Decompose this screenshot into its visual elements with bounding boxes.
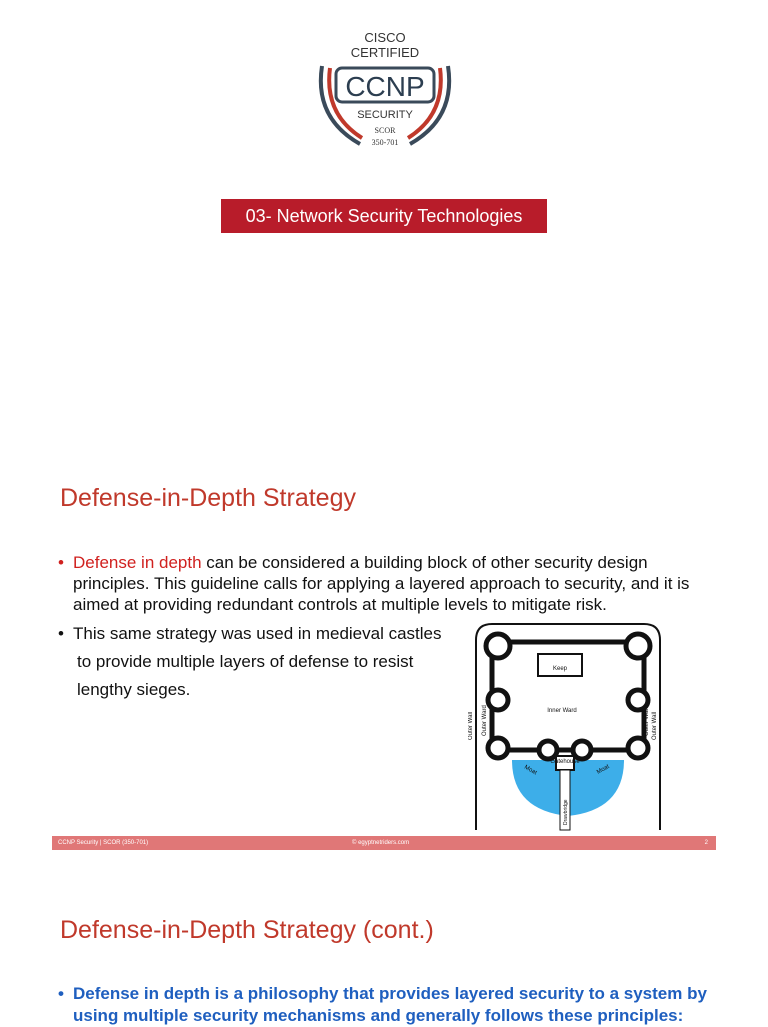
slide-heading: Defense-in-Depth Strategy [60, 484, 356, 512]
badge-line2: CERTIFIED [350, 45, 420, 60]
bullet-line: to provide multiple layers of defense to resist [77, 652, 414, 671]
label-outer-wall-right: Outer Wall [652, 711, 658, 740]
bullet-marker: • [58, 984, 64, 1003]
bullet-marker: • [58, 624, 64, 643]
badge-exam: SCOR [374, 126, 396, 135]
castle-tower [628, 738, 648, 758]
label-keep: Keep [552, 666, 568, 672]
course-title-box: 03- Network Security Technologies [221, 199, 547, 233]
label-moat-right: Moat [596, 763, 611, 776]
footer-page-number: 2 [704, 840, 708, 846]
label-moat-left: Moat [523, 764, 538, 777]
slide-footer [52, 836, 716, 850]
bullet-text [73, 620, 458, 704]
badge-main: CCNP [345, 71, 425, 102]
bullet-medieval-castles [58, 623, 458, 704]
bullet-highlight: Defense in depth [73, 553, 202, 572]
bullet-text: Defense in depth is a philosophy that provides layered security to a system by using multiple security mechanisms and generally follows these principles: [73, 984, 707, 1025]
label-outer-ward-left: Outer Ward [482, 705, 488, 736]
label-gatehouse: Gatehouse [550, 759, 580, 765]
bullet-philosophy [58, 983, 738, 1027]
bullet-rest: can be considered a building block of other security design principles. This guideline calls for applying a layered approach to security, and it is aimed at providing redundant controls at multiple levels to mitigate risk. [73, 553, 690, 614]
castle-diagram [468, 620, 668, 832]
ccnp-security-badge [310, 26, 460, 152]
label-drawbridge: Drawbridge [563, 799, 569, 825]
bullet-defense-in-depth [58, 552, 708, 615]
castle-tower [486, 634, 510, 658]
label-inner-ward: Inner Ward [547, 708, 577, 714]
footer-site: © egyptnetriders.com [352, 840, 410, 846]
badge-code: 350-701 [371, 138, 399, 147]
slide-heading-cont: Defense-in-Depth Strategy (cont.) [60, 916, 434, 944]
label-outer-wall-left: Outer Wall [468, 711, 474, 740]
bullet-line: This same strategy was used in medieval castles [73, 624, 442, 643]
footer-course: CCNP Security | SCOR (350-701) [58, 840, 149, 846]
castle-keep [538, 654, 582, 676]
castle-gate-tower [573, 741, 591, 759]
bullet-line: lengthy sieges. [77, 680, 191, 699]
castle-gate-tower [539, 741, 557, 759]
bullet-marker: • [58, 553, 64, 572]
castle-tower [488, 690, 508, 710]
label-outer-ward-right: Outer Ward [644, 705, 650, 736]
badge-line1: CISCO [364, 30, 406, 45]
bullet-text [73, 552, 708, 615]
badge-track: SECURITY [357, 109, 413, 121]
castle-tower [626, 634, 650, 658]
castle-tower [488, 738, 508, 758]
